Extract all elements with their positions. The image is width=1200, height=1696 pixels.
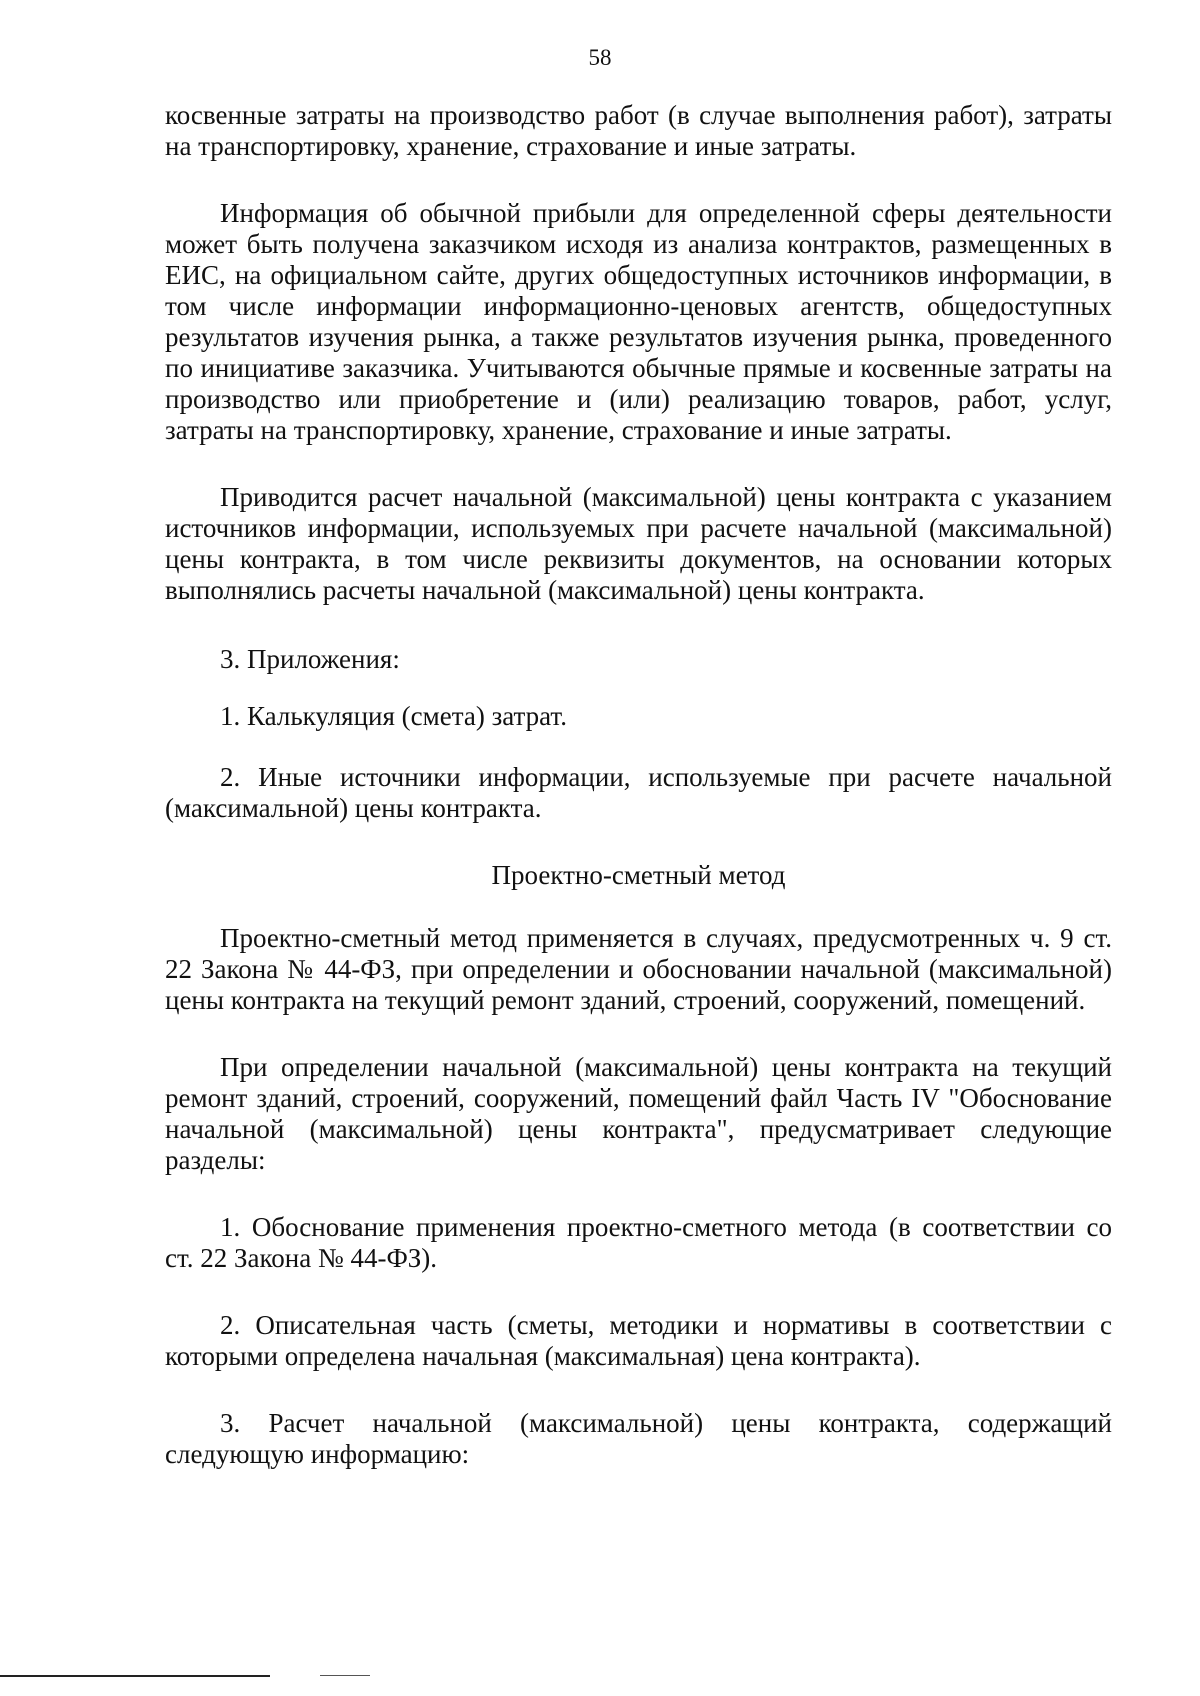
- paragraph-profit-info: Информация об обычной прибыли для определенной сферы деятельности может быть получена заказчиком исходя из анализа контрактов, размещенных в ЕИС, на официальном сайте, других общедоступных источников информации, в том числе информации информационно-ценовых агентств, общедоступных результатов изучения рынка, а также результатов изучения рынка, проведенного по инициативе заказчика. Учитываются обычные прямые и косвенные затраты на производство или приобретение и (или) реализацию товаров, работ, услуг, затраты на транспортировку, хранение, страхование и иные затраты.: [165, 198, 1112, 445]
- section-heading: Проектно-сметный метод: [491, 860, 786, 890]
- document-body: [165, 100, 1112, 1470]
- paragraph-calculation: Приводится расчет начальной (максимальной) цены контракта с указанием источников информации, используемых при расчете начальной (максимальной) цены контракта, в том числе реквизиты документов, на основании которых выполнялись расчеты начальной (максимальной) цены контракта.: [165, 482, 1112, 605]
- section-item-3: 3. Расчет начальной (максимальной) цены контракта, содержащий следующую информацию:: [165, 1408, 1112, 1469]
- section-item-1: 1. Обоснование применения проектно-сметного метода (в соответствии со ст. 22 Закона № 44-ФЗ).: [165, 1212, 1112, 1273]
- section-item-2: 2. Описательная часть (сметы, методики и нормативы в соответствии с которыми определена начальная (максимальная) цена контракта).: [165, 1310, 1112, 1371]
- footer-rule-left: [0, 1675, 270, 1677]
- paragraph-method-scope: Проектно-сметный метод применяется в случаях, предусмотренных ч. 9 ст. 22 Закона № 44-ФЗ, при определении и обосновании начальной (максимальной) цены контракта на текущий ремонт зданий, строений, сооружений, помещений.: [165, 923, 1112, 1015]
- appendix-item-1: 1. Калькуляция (смета) затрат.: [220, 701, 567, 731]
- page-number: 58: [588, 45, 612, 70]
- paragraph-continuation: косвенные затраты на производство работ (в случае выполнения работ), затраты на транспортировку, хранение, страхование и иные затраты.: [165, 100, 1112, 161]
- appendix-item-2: 2. Иные источники информации, используемые при расчете начальной (максимальной) цены контракта.: [165, 762, 1112, 823]
- footer-rule-right: [320, 1675, 370, 1676]
- paragraph-sections-intro: При определении начальной (максимальной) цены контракта на текущий ремонт зданий, строений, сооружений, помещений файл Часть IV "Обоснование начальной (максимальной) цены контракта", предусматривает следующие разделы:: [165, 1052, 1112, 1175]
- appendices-heading: 3. Приложения:: [220, 644, 400, 674]
